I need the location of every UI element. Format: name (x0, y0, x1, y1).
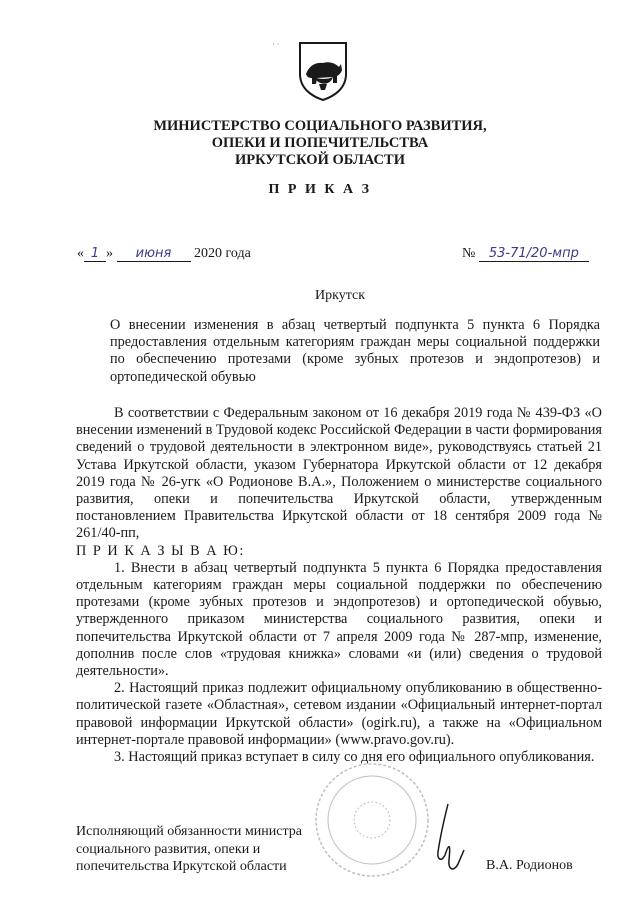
number-value-handwritten: 53-71/20-мпр (479, 246, 589, 262)
order-body (76, 405, 602, 766)
number-prefix: № (462, 246, 476, 261)
scan-mark: · · (272, 40, 280, 49)
order-item-2: 2. Настоящий приказ подлежит официальному опубликованию в общественно-политической газете «Областная», сетевом издании «Официальный интернет-портал правовой информации Иркутской области» (ogirk.ru), а также на «Официальном интернет-портале правовой информации» (www.pravo.gov.ru). (76, 680, 602, 748)
order-subject: О внесении изменения в абзац четвертый подпункта 5 пункта 6 Порядка предоставления отдельным категориям граждан меры социальной поддержки по обеспечению протезами (кроме зубных протезов и эндопротезов) и ортопедической обувью (110, 317, 600, 385)
order-item-3: 3. Настоящий приказ вступает в силу со дня его официального опубликования. (114, 749, 595, 766)
coat-of-arms-emblem (297, 40, 349, 102)
preamble-paragraph: В соответствии с Федеральным законом от 16 декабря 2019 года № 439-ФЗ «О внесении изменений в Трудовой кодекс Российской Федерации в части формирования сведений о трудовой деятельности в электронном виде», руководствуясь статьей 21 Устава Иркутской области, указом Губернатора Иркутской области от 12 декабря 2019 года № 26-угк «О Родионове В.А.», Положением о министерстве социального развития, опеки и попечительства Иркутской области, утвержденным постановлением Правительства Иркутской области от 18 сентября 2009 года № 261/40-пп, (76, 405, 602, 542)
date-month-handwritten: июня (117, 246, 191, 262)
signatory-title (76, 823, 302, 876)
order-number (462, 246, 589, 262)
city-name: Иркутск (314, 288, 366, 303)
official-stamp-icon (312, 760, 432, 880)
order-item-1: 1. Внести в абзац четвертый подпункта 5 пункта 6 Порядка предоставления отдельным категориям граждан меры социальной поддержки по обеспечению протезами (кроме зубных протезов и эндопротезов) и ортопедической обувью, утвержденного приказом министерства социального развития, опеки и попечительства Иркутской области от 7 апреля 2009 года № 287-мпр, изменение, дополнив после слов «трудовая книжка» словами «и (или) сведения о трудовой деятельности». (76, 559, 602, 680)
ministry-line-3: ИРКУТСКОЙ ОБЛАСТИ (235, 152, 405, 168)
date-year: 2020 года (194, 246, 251, 261)
date-close-quote: » (106, 246, 113, 261)
signatory-title-line-2: социального развития, опеки и (76, 841, 261, 857)
order-date (77, 246, 251, 262)
signatory-title-line-1: Исполняющий обязанности министра (76, 824, 302, 839)
ministry-line-1: МИНИСТЕРСТВО СОЦИАЛЬНОГО РАЗВИТИЯ, (153, 118, 487, 134)
document-type-title: П Р И К А З (268, 182, 372, 197)
ministry-name (100, 118, 540, 169)
handwritten-signature-icon (418, 800, 478, 880)
ministry-line-2: ОПЕКИ И ПОПЕЧИТЕЛЬСТВА (211, 135, 429, 151)
order-word: П Р И К А З Ы В А Ю: (76, 542, 245, 559)
date-day-handwritten: 1 (84, 246, 106, 262)
date-open-quote: « (77, 246, 84, 261)
signatory-title-line-3: попечительства Иркутской области (76, 859, 287, 874)
signatory-name: В.А. Родионов (486, 858, 573, 873)
